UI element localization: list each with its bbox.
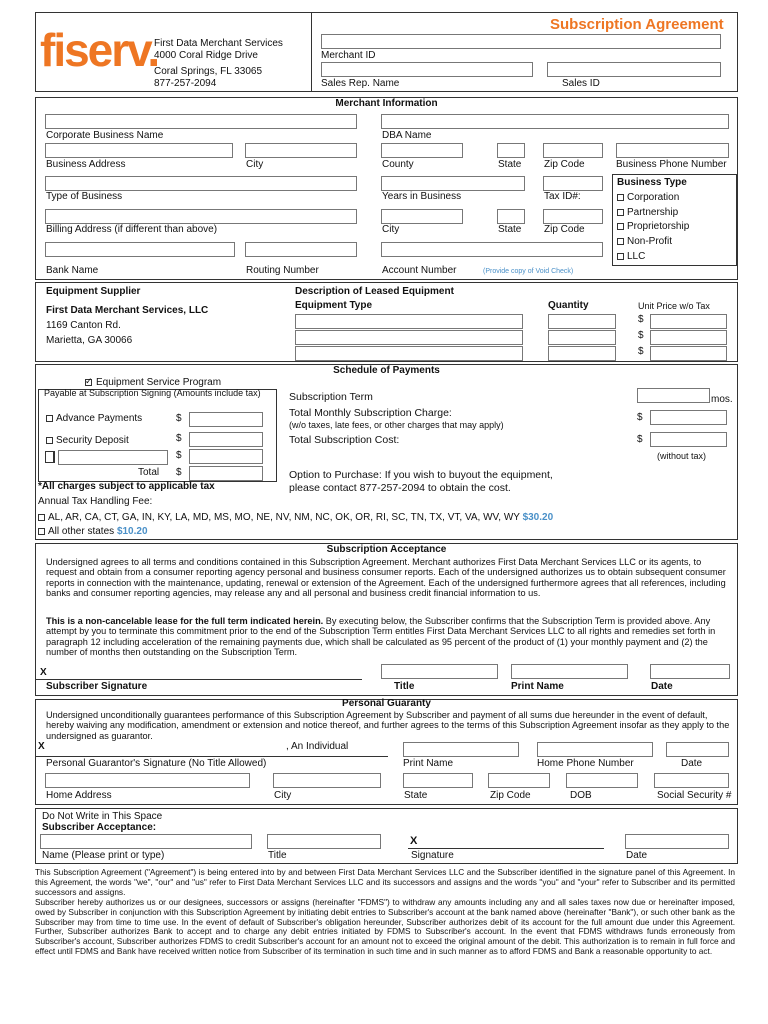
tax-id-label: Tax ID#: bbox=[544, 191, 581, 202]
other-item-checkbox[interactable] bbox=[45, 451, 55, 463]
county-label: County bbox=[382, 159, 414, 170]
acceptance-paragraph-2: This is a non-cancelable lease for the full term indicated herein. By executing below, the Subscriber confirms that the Subscription Term is provided above. Any attempt by you to terminate this commitment prior to the end of the Subscription Term entitles First Data Merchant Services LLC to all rights and remedies set forth in paragraph 12 including acceleration of the remaining payments due, which shall be calculated as 95 percent of the product of (1) your monthly payment and (2) the number of months then outstanding on the Subscription Term. bbox=[46, 616, 716, 658]
business-type-corporation[interactable]: Corporation bbox=[617, 192, 679, 204]
subscription-term-field[interactable] bbox=[637, 388, 710, 403]
guaranty-print-name-label: Print Name bbox=[403, 758, 454, 769]
supplier-city: Marietta, GA 30066 bbox=[46, 335, 133, 346]
guaranty-ssn-field[interactable] bbox=[654, 773, 729, 788]
quantity-heading: Quantity bbox=[548, 300, 589, 311]
guaranty-home-phone-label: Home Phone Number bbox=[537, 758, 634, 769]
merchant-id-label: Merchant ID bbox=[321, 50, 376, 61]
service-program-checkbox[interactable] bbox=[85, 376, 93, 386]
unit-price-field-1[interactable] bbox=[650, 314, 727, 329]
personal-guaranty-heading: Personal Guaranty bbox=[342, 698, 431, 709]
equipment-type-field-1[interactable] bbox=[295, 314, 523, 329]
quantity-field-2[interactable] bbox=[548, 330, 616, 345]
office-signature-line[interactable] bbox=[408, 848, 604, 849]
account-number-label: Account Number bbox=[382, 265, 457, 276]
bank-name-label: Bank Name bbox=[46, 265, 99, 276]
bank-name-field[interactable] bbox=[45, 242, 235, 257]
acceptance-title-field[interactable] bbox=[381, 664, 498, 679]
total-cost-field[interactable] bbox=[650, 432, 727, 447]
option-to-purchase-line-2: please contact 877-257-2094 to obtain the cost. bbox=[289, 482, 511, 494]
guaranty-dob-label: DOB bbox=[570, 790, 592, 801]
partnership-checkbox[interactable] bbox=[617, 209, 624, 216]
dba-name-label: DBA Name bbox=[382, 130, 432, 141]
business-type-heading: Business Type bbox=[617, 177, 687, 188]
company-line-2: 4000 Coral Ridge Drive bbox=[154, 50, 258, 61]
city-label: City bbox=[246, 159, 264, 170]
unit-price-currency-2: $ bbox=[638, 330, 644, 341]
monthly-charge-field[interactable] bbox=[650, 410, 727, 425]
acceptance-date-field[interactable] bbox=[650, 664, 730, 679]
merchant-id-field[interactable] bbox=[321, 34, 721, 49]
other-currency: $ bbox=[176, 450, 182, 461]
guaranty-city-field[interactable] bbox=[273, 773, 381, 788]
guaranty-state-label: State bbox=[404, 790, 428, 801]
billing-zip-field[interactable] bbox=[543, 209, 603, 224]
fiserv-logo: fiserv. bbox=[40, 24, 159, 76]
document-title: Subscription Agreement bbox=[550, 16, 724, 33]
subscription-term-label: Subscription Term bbox=[289, 391, 373, 403]
proprietorship-checkbox[interactable] bbox=[617, 223, 624, 230]
unit-price-field-3[interactable] bbox=[650, 346, 727, 361]
guaranty-individual-label: , An Individual bbox=[286, 741, 349, 752]
advance-payments-field[interactable] bbox=[189, 412, 263, 427]
llc-checkbox[interactable] bbox=[617, 253, 624, 260]
city-field[interactable] bbox=[245, 143, 357, 158]
total-amount-field[interactable] bbox=[189, 466, 263, 481]
unit-price-field-2[interactable] bbox=[650, 330, 727, 345]
unit-price-currency-1: $ bbox=[638, 314, 644, 325]
billing-address-label: Billing Address (if different than above) bbox=[46, 224, 218, 235]
billing-state-label: State bbox=[498, 224, 522, 235]
security-deposit-field[interactable] bbox=[189, 432, 263, 447]
business-phone-label: Business Phone Number bbox=[616, 159, 727, 170]
guaranty-city-label: City bbox=[274, 790, 292, 801]
office-date-field[interactable] bbox=[625, 834, 729, 849]
without-tax-note: (without tax) bbox=[657, 451, 707, 461]
equipment-service-program[interactable]: ✓ Equipment Service Program bbox=[85, 376, 222, 388]
guaranty-zip-label: Zip Code bbox=[490, 790, 531, 801]
non-profit-checkbox[interactable] bbox=[617, 238, 624, 245]
type-of-business-field[interactable] bbox=[45, 176, 357, 191]
office-date-label: Date bbox=[626, 850, 648, 861]
guarantor-signature-line[interactable] bbox=[36, 756, 388, 757]
business-type-partnership[interactable]: Partnership bbox=[617, 207, 678, 219]
company-line-4: 877-257-2094 bbox=[154, 78, 217, 89]
company-line-1: First Data Merchant Services bbox=[154, 38, 283, 49]
quantity-field-3[interactable] bbox=[548, 346, 616, 361]
total-label: Total bbox=[138, 467, 160, 478]
office-title-field[interactable] bbox=[267, 834, 381, 849]
equipment-type-field-3[interactable] bbox=[295, 346, 523, 361]
dba-name-field[interactable] bbox=[381, 114, 729, 129]
monthly-charge-label: Total Monthly Subscription Charge: bbox=[289, 407, 452, 419]
security-deposit-item[interactable]: Security Deposit bbox=[46, 435, 129, 447]
office-title-label: Title bbox=[268, 850, 287, 861]
acceptance-print-name-field[interactable] bbox=[511, 664, 628, 679]
monthly-charge-currency: $ bbox=[637, 412, 643, 423]
states-fee-amount: $30.20 bbox=[522, 512, 554, 523]
acceptance-print-name-label: Print Name bbox=[511, 681, 564, 692]
guaranty-paragraph: Undersigned unconditionally guarantees performance of this Subscription Agreement by Subscriber and payment of all sums due hereunder in the event of default, hereby waiving any modification, amendment or extension and notice thereof, and further agrees to the terms of this Subscription Agreement insofar as they apply to the undersigned as guarantor. bbox=[46, 710, 730, 741]
state-label: State bbox=[498, 159, 522, 170]
sales-id-label: Sales ID bbox=[562, 78, 600, 89]
security-currency: $ bbox=[176, 433, 182, 444]
subscriber-acceptance-label: Subscriber Acceptance: bbox=[42, 822, 157, 833]
guaranty-zip-field[interactable] bbox=[488, 773, 550, 788]
equipment-type-heading: Equipment Type bbox=[295, 300, 373, 311]
other-states-fee-amount: $10.20 bbox=[116, 526, 148, 537]
business-phone-field[interactable] bbox=[616, 143, 729, 158]
payable-at-signing-label: Payable at Subscription Signing (Amounts include tax) bbox=[44, 388, 261, 398]
corporate-name-label: Corporate Business Name bbox=[46, 130, 164, 141]
office-signature-x: X bbox=[410, 835, 418, 847]
do-not-write-label: Do Not Write in This Space bbox=[42, 811, 163, 822]
zip-field[interactable] bbox=[543, 143, 603, 158]
guaranty-date-field[interactable] bbox=[666, 742, 729, 757]
zip-label: Zip Code bbox=[544, 159, 585, 170]
other-states-fee-item[interactable]: All other states $10.20 bbox=[38, 526, 148, 538]
billing-zip-label: Zip Code bbox=[544, 224, 585, 235]
guaranty-state-field[interactable] bbox=[403, 773, 473, 788]
equipment-supplier-heading: Equipment Supplier bbox=[46, 286, 141, 297]
advance-currency: $ bbox=[176, 413, 182, 424]
years-in-business-label: Years in Business bbox=[382, 191, 462, 202]
annual-tax-fee-label: Annual Tax Handling Fee: bbox=[38, 496, 153, 507]
account-number-field[interactable] bbox=[381, 242, 603, 257]
sales-id-field[interactable] bbox=[547, 62, 721, 77]
company-line-3: Coral Springs, FL 33065 bbox=[154, 66, 263, 77]
office-name-field[interactable] bbox=[40, 834, 252, 849]
subscriber-signature-label: Subscriber Signature bbox=[46, 681, 148, 692]
guaranty-dob-field[interactable] bbox=[566, 773, 638, 788]
guarantor-signature-label: Personal Guarantor's Signature (No Title Allowed) bbox=[46, 758, 267, 769]
business-address-label: Business Address bbox=[46, 159, 126, 170]
billing-address-field[interactable] bbox=[45, 209, 357, 224]
advance-payments-checkbox[interactable] bbox=[46, 415, 53, 422]
acceptance-title-label: Title bbox=[394, 681, 415, 692]
guaranty-ssn-label: Social Security # bbox=[657, 790, 732, 801]
office-signature-label: Signature bbox=[411, 850, 454, 861]
guaranty-signature-x: X bbox=[38, 741, 45, 752]
routing-number-label: Routing Number bbox=[246, 265, 319, 276]
billing-city-field[interactable] bbox=[381, 209, 463, 224]
state-field[interactable] bbox=[497, 143, 525, 158]
months-label: mos. bbox=[711, 394, 733, 405]
acceptance-signature-x: X bbox=[40, 667, 47, 678]
corporate-name-field[interactable] bbox=[45, 114, 357, 129]
fine-print-paragraph-2: Subscriber hereby authorizes us or our designees, successors or assigns (hereinafter "FDMS") to withdraw any amounts including any and all sales taxes now due or hereinafter imposed, owed by Subscriber in conjunction with this Subscription Agreement by initiating debit entries to Subscriber's account at the bank named above (hereinafter "Bank"), or such other bank as the Subscriber may from time to time use. In the event of default of Subscriber's obligation hereunder, Subscriber authorizes debit of its account for the full amount due under this Agreement. Further, Subscriber authorizes Bank to accept and to charge any debit entries initiated by FDMS to Subscriber's account. In the event that FDMS withdraws funds erroneously from Subscriber's account, Subscriber authorizes FDMS to credit Subscriber's account for an amount not to exceed the original amount of the debit. This authorization is to remain in full force and effect until FDMS and Bank have received written notice from Subscriber of its termination in such time and in such manner as to afford FDMS and Bank a reasonable opportunity to act. bbox=[35, 897, 735, 956]
sales-rep-label: Sales Rep. Name bbox=[321, 78, 400, 89]
business-type-llc[interactable]: LLC bbox=[617, 251, 645, 263]
supplier-name: First Data Merchant Services, LLC bbox=[46, 305, 209, 316]
total-cost-label: Total Subscription Cost: bbox=[289, 434, 400, 446]
other-amount-field[interactable] bbox=[189, 449, 263, 464]
equipment-type-field-2[interactable] bbox=[295, 330, 523, 345]
check-mark-icon: ✓ bbox=[85, 376, 93, 386]
tax-id-field[interactable] bbox=[543, 176, 603, 191]
acceptance-paragraph-1: Undersigned agrees to all terms and conditions contained in this Subscription Agreement. Merchant authorizes First Data Merchant Services LLC or its agents, to request and obtain from a consumer reporting agency personal and business consumer reports. Each of the undersigned authorizes us to obtain subsequent consumer reports in connection with the maintenance, updating, renewal or extension of the Agreement. Each of the undersigned furthermore agrees that all references, including banks and consumer reporting agencies, may release any and all personal and business credit financial information to us. bbox=[46, 557, 726, 599]
charges-tax-note: *All charges subject to applicable tax bbox=[38, 481, 215, 492]
void-check-note: (Provide copy of Void Check) bbox=[483, 268, 574, 275]
acceptance-date-label: Date bbox=[651, 681, 673, 692]
advance-payments-item[interactable]: Advance Payments bbox=[46, 413, 142, 425]
leased-equipment-heading: Description of Leased Equipment bbox=[295, 286, 454, 297]
years-in-business-field[interactable] bbox=[381, 176, 525, 191]
sales-rep-field[interactable] bbox=[321, 62, 533, 77]
schedule-of-payments-heading: Schedule of Payments bbox=[333, 365, 440, 376]
billing-state-field[interactable] bbox=[497, 209, 525, 224]
type-of-business-label: Type of Business bbox=[46, 191, 123, 202]
business-address-field[interactable] bbox=[45, 143, 233, 158]
county-field[interactable] bbox=[381, 143, 463, 158]
other-states-checkbox[interactable] bbox=[38, 528, 45, 535]
other-item-description-field[interactable] bbox=[58, 450, 168, 465]
option-to-purchase-line-1: Option to Purchase: If you wish to buyout the equipment, bbox=[289, 469, 553, 481]
monthly-charge-note: (w/o taxes, late fees, or other charges that may apply) bbox=[289, 420, 504, 430]
corporation-checkbox[interactable] bbox=[617, 194, 624, 201]
states-fee-checkbox[interactable] bbox=[38, 514, 45, 521]
quantity-field-1[interactable] bbox=[548, 314, 616, 329]
business-type-non-profit[interactable]: Non-Profit bbox=[617, 236, 672, 248]
office-name-label: Name (Please print or type) bbox=[42, 850, 165, 861]
subscription-acceptance-heading: Subscription Acceptance bbox=[326, 544, 447, 555]
merchant-information-heading: Merchant Information bbox=[335, 98, 438, 109]
guaranty-date-label: Date bbox=[681, 758, 703, 769]
security-deposit-checkbox[interactable] bbox=[46, 437, 53, 444]
fine-print-paragraph-1: This Subscription Agreement ("Agreement") is being entered into by and between First Data Merchant Services LLC and the Subscriber identified in the signature panel of this Agreement. In this Agreement, the words "we", "our" and "us" refer to First Data Merchant Services LLC and its successors and assigns and the words "you" and "your" refer to Subscriber and its permitted successors and assigns. bbox=[35, 867, 735, 897]
header-divider bbox=[311, 12, 312, 92]
billing-city-label: City bbox=[382, 224, 400, 235]
unit-price-heading: Unit Price w/o Tax bbox=[638, 301, 710, 311]
guaranty-print-name-field[interactable] bbox=[403, 742, 519, 757]
business-type-proprietorship[interactable]: Proprietorship bbox=[617, 221, 689, 233]
guaranty-home-address-field[interactable] bbox=[45, 773, 250, 788]
guaranty-home-phone-field[interactable] bbox=[537, 742, 653, 757]
subscriber-signature-line[interactable] bbox=[36, 679, 362, 680]
supplier-street: 1169 Canton Rd. bbox=[46, 320, 121, 331]
routing-number-field[interactable] bbox=[245, 242, 357, 257]
states-fee-item[interactable]: AL, AR, CA, CT, GA, IN, KY, LA, MD, MS, MO, NE, NV, NM, NC, OK, OR, RI, SC, TN, TX, VT, VA, WV, WY $30.20 bbox=[38, 512, 553, 524]
total-currency: $ bbox=[176, 467, 182, 478]
total-cost-currency: $ bbox=[637, 434, 643, 445]
guaranty-home-address-label: Home Address bbox=[46, 790, 112, 801]
unit-price-currency-3: $ bbox=[638, 346, 644, 357]
